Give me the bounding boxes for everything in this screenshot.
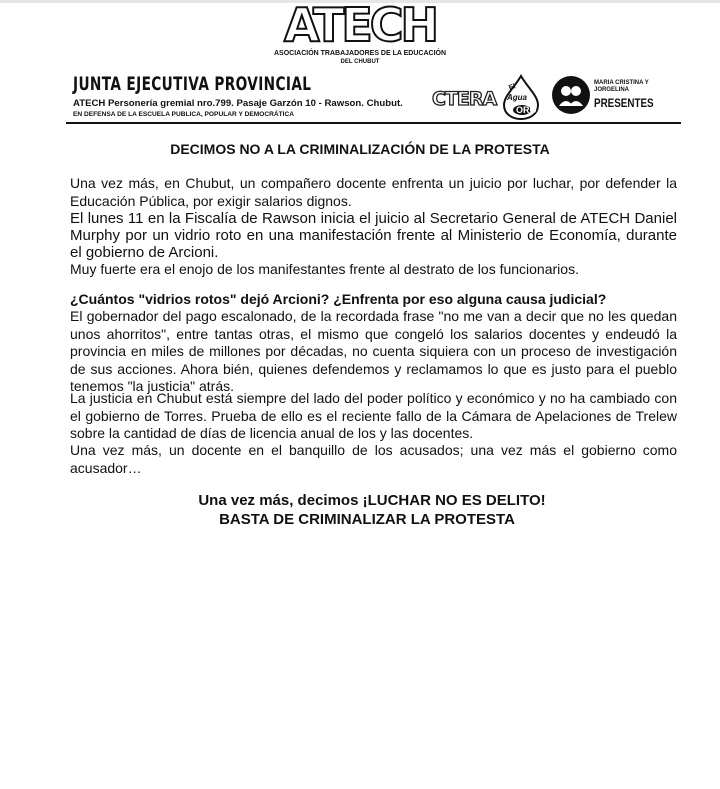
paragraph-5: El gobernador del pago escalonado, de la recordada frase "no me van a decir que no les quedan unos ahorritos", entre tantas otras, el mismo que congeló los salarios docentes y endeudó la provincia en miles de millones por décadas, no cuenta siquiera con un proceso de investigación de sus acciones. Ahora bién, quienes defendemos y reclamamos lo que es justo para el pueblo tenemos "la justicia" atrás. xyxy=(70,308,677,394)
paragraph-question: ¿Cuántos "vidrios rotos" dejó Arcioni? ¿Enfrenta por eso alguna causa judicial? xyxy=(70,291,607,307)
presentes-portrait-icon xyxy=(552,76,590,114)
paragraph-3: Muy fuerte era el enojo de los manifestantes frente al destrato de los funcionarios. xyxy=(70,261,579,277)
logo-subtitle-line2: DEL CHUBUT xyxy=(340,59,380,65)
paragraph-6: La justicia en Chubut está siempre del lado del poder político y económico y no ha cambiado con el gobierno de Torres. Prueba de ello es el reciente fallo de la Cámara de Apelaciones de Trelew sobre la cantidad de días de licencia anual de los y las docentes. xyxy=(70,390,677,441)
header-address: ATECH Personería gremial nro.799. Pasaje Garzón 10 - Rawson. Chubut. xyxy=(73,98,403,109)
portrait-silhouettes-icon xyxy=(552,76,590,114)
logo-subtitle-line1: ASOCIACIÓN TRABAJADORES DE LA EDUCACIÓN xyxy=(273,50,447,57)
header-title: JUNTA EJECUTIVA PROVINCIAL xyxy=(73,73,312,95)
presentes-word: PRESENTES xyxy=(594,96,654,110)
paragraph-2: El lunes 11 en la Fiscalía de Rawson inicia el juicio al Secretario General de ATECH Daniel Murphy por un vidrio roto en una manifestación frente al Ministerio de Economía, durante el gobierno de Arcioni. xyxy=(70,210,677,261)
ctera-logo: CTERA xyxy=(432,88,497,110)
agua-badge-text-3: ORO xyxy=(516,105,537,115)
logo-wordmark: ATECH xyxy=(283,0,437,52)
presentes-names: MARIA CRISTINA Y JORGELINA xyxy=(594,80,649,93)
atech-logo xyxy=(270,2,450,66)
agua-badge-text-1: El xyxy=(508,83,517,92)
closing-slogan: Una vez más, decimos ¡LUCHAR NO ES DELITO! xyxy=(198,492,546,509)
header-divider xyxy=(66,122,681,124)
agua-badge-text-2: Agua xyxy=(507,93,527,102)
closing-demand: BASTA DE CRIMINALIZAR LA PROTESTA xyxy=(219,511,515,528)
paragraph-1: Una vez más, en Chubut, un compañero docente enfrenta un juicio por luchar, por defender la Educación Pública, por exigir salarios dignos. xyxy=(70,175,677,209)
document-heading: DECIMOS NO A LA CRIMINALIZACIÓN DE LA PROTESTA xyxy=(170,141,550,157)
header-motto: EN DEFENSA DE LA ESCUELA PUBLICA, POPULAR Y DEMOCRÁTICA xyxy=(73,111,295,118)
paragraph-7: Una vez más, un docente en el banquillo de los acusados; una vez más el gobierno como acusador… xyxy=(70,442,677,476)
